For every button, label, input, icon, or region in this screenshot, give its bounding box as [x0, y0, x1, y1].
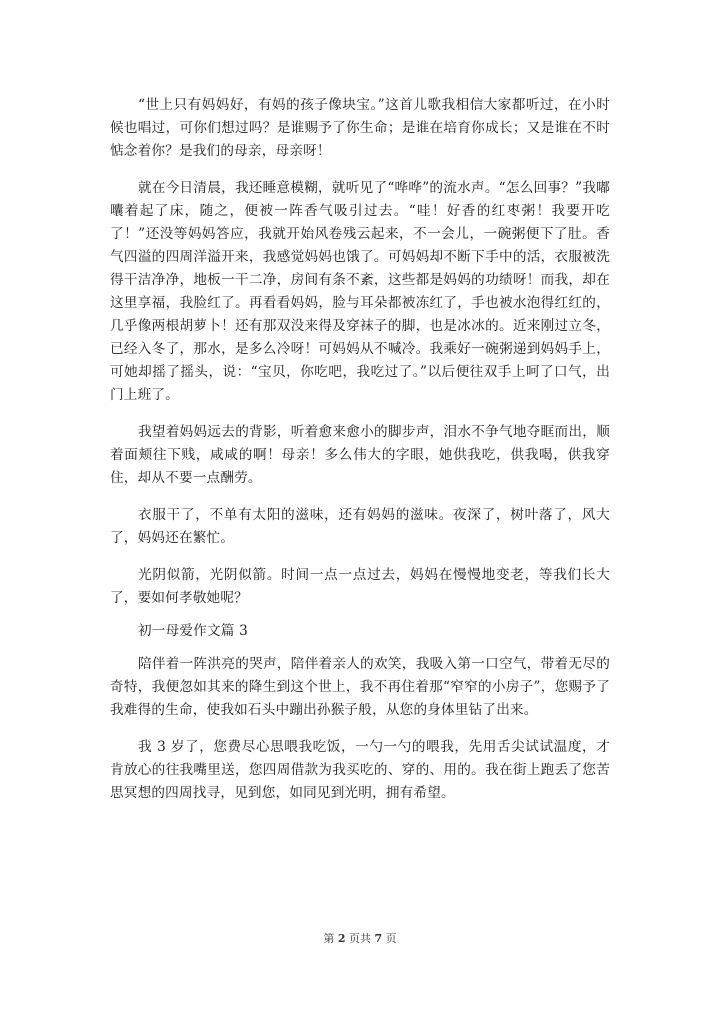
paragraph-4: 衣服干了，不单有太阳的滋味，还有妈妈的滋味。夜深了，树叶落了，风大了，妈妈还在繁忙。 — [110, 507, 610, 546]
footer-page-number: 2 — [337, 932, 346, 945]
paragraph-2: 就在今日清晨，我还睡意模糊，就听见了“哗哗”的流水声。“怎么回事？”我嘟囔着起了床，随之，便被一阵香气吸引过去。“哇！好香的红枣粥！我要开吃了！”还没等妈妈答应，我就开始风卷残云起来，不一会儿，一碗粥便下了肚。香气四溢的四周洋溢开来，我感觉妈妈也饿了。可妈妈却不断下手中的活，衣服被洗得干洁净净，地板一干二净，房间有条不紊，这些都是妈妈的功绩呀！而我，却在这里享福，我脸红了。再看看妈妈，脸与耳朵都被冻红了，手也被水泡得红红的，几乎像两根胡萝卜！还有那双没来得及穿袜子的脚，也是冰冰的。近来刚过立冬，已经入冬了，那水，是多么冷呀！可妈妈从不喊冷。我乘好一碗粥递到妈妈手上，可她却摇了摇头，说：“宝贝，你吃吧，我吃过了。”以后便往双手上呵了口气，出门上班了。 — [110, 180, 610, 403]
section-paragraph-2: 我 3 岁了，您费尽心思喂我吃饭，一勺一勺的喂我，先用舌尖试试温度，才肯放心的往我嘴里送，您四周借款为我买吃的、穿的、用的。我在街上跑丢了您苦思冥想的四周找寻，见到您，如同见到光明，拥有希望。 — [110, 739, 610, 801]
paragraph-3: 我望着妈妈远去的背影，听着愈来愈小的脚步声，泪水不争气地夺眶而出，顺着面颊往下贱，咸咸的啊！母亲！多么伟大的字眼，她供我吃，供我喝，供我穿住，却从不要一点酬劳。 — [110, 424, 610, 486]
document-body — [110, 94, 610, 819]
footer-total-pages: 7 — [374, 932, 383, 945]
paragraph-1: “世上只有妈妈好，有妈的孩子像块宝。”这首儿歌我相信大家都听过，在小时候也唱过，可你们想过吗？是谁赐予了你生命；是谁在培育你成长；又是谁在不时惦念着你？是我们的母亲，母亲呀！ — [110, 97, 610, 159]
section-paragraph-1: 陪伴着一阵洪亮的哭声，陪伴着亲人的欢笑，我吸入第一口空气，带着无尽的奇特，我便忽如其来的降生到这个世上，我不再住着那“窄窄的小房子”，您赐予了我难得的生命，使我如石头中蹦出孙猴子般，从您的身体里钻了出来。 — [110, 656, 610, 718]
footer-prefix: 第 — [323, 932, 335, 945]
section-title: 初一母爱作文篇 3 — [138, 623, 248, 639]
footer-suffix: 页 — [385, 932, 397, 945]
paragraph-5: 光阴似箭，光阴似箭。时间一点一点过去，妈妈在慢慢地变老，等我们长大了，要如何孝敬她呢？ — [110, 567, 610, 606]
page-footer — [0, 930, 720, 946]
footer-middle: 页共 — [349, 932, 371, 945]
